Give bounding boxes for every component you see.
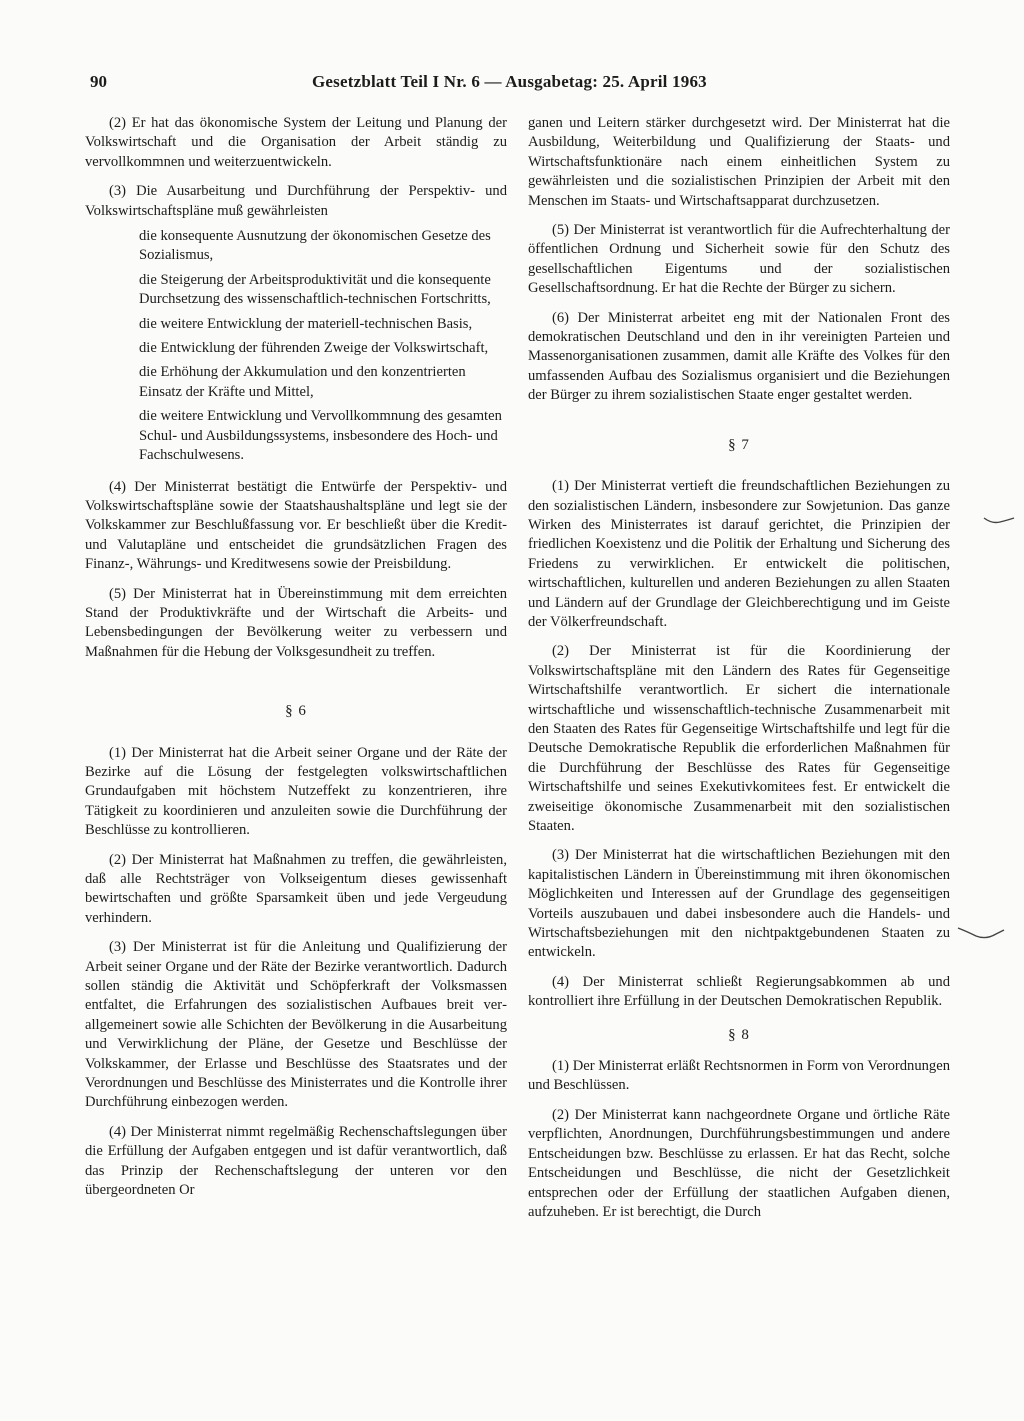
paragraph: (4) Der Ministerrat bestätigt die Entwürfe der Perspektiv- und Volkswirtschaftspläne sowie der Staatshaushaltspläne und legt sie der Volkskammer zur Beschlußfassung vor. Er beschließt über die Kredit- und Valutapläne und entscheidet die grundsätzlichen Fragen des Finanz-, Währungs- und Kreditwesens sowie der Preisbildung. bbox=[85, 478, 507, 573]
paragraph: (3) Die Ausarbeitung und Durchführung der Perspektiv- und Volkswirtschaftspläne muß gewährleisten bbox=[85, 183, 507, 219]
paragraph: (5) Der Ministerrat ist verantwortlich für die Aufrechterhaltung der öffentlichen Ordnung und Sicherheit sowie für den Schutz des gesellschaftlichen Eigentums und der sozialistischen Gesellschaftsordnung. Er hat die Rechte der Bürger zu sichern. bbox=[528, 222, 950, 297]
paragraph: (1) Der Ministerrat erläßt Rechtsnormen in Form von Verordnungen und Beschlüssen. bbox=[528, 1058, 950, 1094]
paragraph: (4) Der Ministerrat nimmt regelmäßig Rechenschaftslegungen über die Erfüllung der Aufgaben entgegen und ist dafür verantwortlich, daß das Prinzip der Rechenschaftslegung der unteren vor den übergeordneten Or bbox=[85, 1123, 507, 1199]
paragraph: (2) Der Ministerrat kann nachgeordnete Organe und örtliche Räte verpflichten, Anordnungen, Durchführungsbestimmungen und andere Entscheidungen bzw. Beschlüsse zu erlassen. Er hat das Recht, solche Entscheidungen und Beschlüsse, die nicht der Gesetzlichkeit entsprechen oder der Erfüllung der staatlichen Aufgaben dienen, aufzuheben. Er ist berechtigt, die Durch bbox=[528, 1106, 950, 1220]
list-item: die Entwicklung der führenden Zweige der Volkswirtschaft, bbox=[139, 340, 489, 357]
paragraph: (1) Der Ministerrat vertieft die freundschaftlichen Beziehungen zu den sozialistischen Ländern, insbesondere zur Sowjetunion. Das ganze Wirken des Ministerrates ist darauf gerichtet, die Prinzipien der friedlichen Koexistenz und die Politik der Erhaltung und Sicherung des Friedens zu verwirklichen. Er entwickelt die politischen, wirtschaftlichen, kulturellen und anderen Beziehungen zu allen Staaten und Ländern auf der Grundlage der Gleichberechtigung und im Geiste der Völkerfreundschaft. bbox=[528, 478, 950, 630]
paragraph: ganen und Leitern stärker durchgesetzt wird. Der Ministerrat hat die Ausbildung, Weiterbildung und Qualifizierung der Staats- und Wirtschaftsfunktionäre nach einem einheitlichen System zu gewährleisten und die sozialistischen Prinzipien der Arbeit mit den Menschen im Staats- und Wirtschaftsapparat durchzusetzen. bbox=[528, 115, 950, 209]
paragraph: (1) Der Ministerrat hat die Arbeit seiner Organe und der Räte der Bezirke auf die Lösung der festgelegten volkswirtschaftlichen Grundaufgaben mit höchstem Nutzeffekt zu konzentrieren, ihre Tätigkeit zu koordinieren und anzuleiten sowie die Durchführung der Beschlüsse zu kontrollieren. bbox=[85, 744, 507, 839]
running-title: Gesetzblatt Teil I Nr. 6 — Ausgabetag: 25. April 1963 bbox=[312, 72, 707, 91]
paragraph: (3) Der Ministerrat hat die wirtschaftlichen Beziehungen mit den kapitalistischen Ländern in Übereinstimmung mit ihren ökonomischen Möglichkeiten und Interessen auf der Grundlage des gegenseitigen Vorteils auszubauen und dabei insbesondere auch die Handels- und Wirtschaftsbeziehungen mit den nichtpaktgebundenen Staaten zu entwickeln. bbox=[528, 847, 950, 961]
list-item: die Erhöhung der Akkumulation und den konzentrierten Einsatz der Kräfte und Mittel, bbox=[139, 364, 466, 400]
paragraph: (5) Der Ministerrat hat in Übereinstimmung mit dem erreichten Stand der Produktivkräfte und der Wirtschaft die Arbeits- und Lebensbedingungen der Bevölkerung weiter zu verbessern und Maßnahmen für die Hebung der Volksgesundheit zu treffen. bbox=[85, 585, 507, 660]
list-item: die Steigerung der Arbeitsproduktivität und die konsequente Durchsetzung des wissenschaftlich-technischen Fortschritts, bbox=[139, 271, 491, 308]
page-header bbox=[90, 72, 940, 96]
section-heading: § 7 bbox=[728, 436, 750, 453]
paragraph: (2) Der Ministerrat ist für die Koordinierung der Volkswirtschaftspläne mit den Ländern des Rates für Gegenseitige Wirtschaftshilfe verantwortlich. Er sichert die internationale wirtschaftliche und wissenschaftlich-technische Zusammenarbeit mit den Staaten des Rates für Gegenseitige Wirtschaftshilfe und legt für die Deutsche Demokratische Republik die erforderlichen Maßnahmen für die Durchführung der Beschlüsse des Rates für Gegenseitige Wirtschaftshilfe und seines Exekutivkomitees fest. Er entwickelt die zweiseitige ökonomische Zusammenarbeit mit den sozialistischen Staaten. bbox=[528, 643, 950, 834]
paragraph: (4) Der Ministerrat schließt Regierungsabkommen ab und kontrolliert ihre Erfüllung in der Deutschen Demokratischen Republik. bbox=[528, 973, 950, 1010]
section-heading: § 8 bbox=[728, 1026, 750, 1043]
list-item: die konsequente Ausnutzung der ökonomischen Gesetze des Sozialismus, bbox=[139, 228, 491, 264]
paragraph: (2) Er hat das ökonomische System der Leitung und Planung der Volkswirtschaft und die Organisation der Arbeit ständig zu vervollkommnen und weiterzuentwickeln. bbox=[85, 115, 507, 170]
paragraph: (3) Der Ministerrat ist für die Anleitung und Qualifizierung der Arbeit seiner Organe und der Räte der Bezirke verantwortlich. Dadurch sollen ständig die Aktivität und Schöpferkraft der Volksmassen entfaltet, die Erfahrungen des sozialistischen Aufbaues breit verallgemeinert sowie alle Schichten der Bevölkerung in die Ausarbeitung und Verwirklichung der Pläne, der Gesetze und Beschlüsse der Volkskammer, der Erlasse und Beschlüsse des Staatsrates und der Verordnungen und Beschlüsse des Ministerrates und die Kontrolle ihrer Durchführung einbezogen werden. bbox=[85, 939, 507, 1111]
page-number: 90 bbox=[90, 72, 107, 91]
list-item: die weitere Entwicklung der materiell-technischen Basis, bbox=[139, 315, 473, 332]
paragraph: (6) Der Ministerrat arbeitet eng mit der Nationalen Front des demokratischen Deutschland und den in ihr vereinigten Parteien und Massenorganisationen zusammen, damit alle Kräfte des Volkes für den umfassenden Aufbau des Sozialismus organisiert und die Beziehungen der Bürger zu ihrem sozialistischen Staate enger gestaltet werden. bbox=[528, 309, 950, 404]
paragraph: (2) Der Ministerrat hat Maßnahmen zu treffen, die gewährleisten, daß alle Rechtsträger von Volkseigentum dieses gewissenhaft bewirtschaften und größte Sparsamkeit üben und jede Vergeudung verhindern. bbox=[85, 851, 507, 926]
pencil-mark bbox=[982, 512, 1016, 528]
pencil-mark bbox=[956, 924, 1006, 946]
section-heading: § 6 bbox=[285, 703, 307, 720]
left-column bbox=[85, 114, 507, 1211]
list-item: die weitere Entwicklung und Vervollkommnung des gesamten Schul- und Ausbildungssystems, insbesondere des Hoch- und Fachschulwesens. bbox=[139, 408, 502, 464]
right-column bbox=[528, 114, 950, 1232]
